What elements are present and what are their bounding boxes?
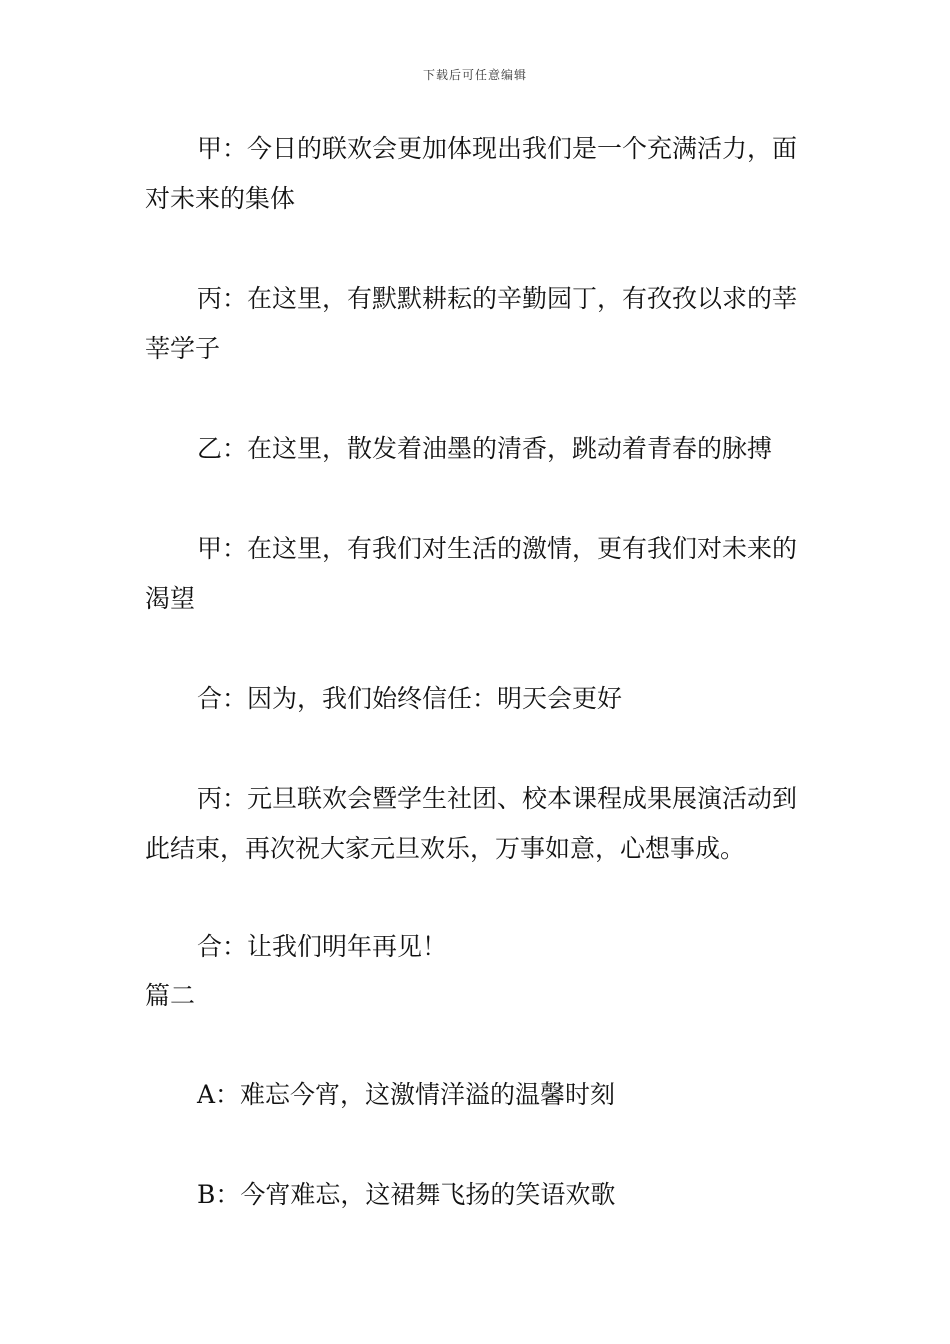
page-header: 下载后可任意编辑 bbox=[422, 68, 527, 82]
dialogue-line: 甲：在这里，有我们对生活的激情，更有我们对未来的渴望 bbox=[145, 534, 798, 613]
dialogue-line: 甲：今日的联欢会更加体现出我们是一个充满活力，面对未来的集体 bbox=[145, 134, 798, 213]
dialogue-line: 合：让我们明年再见！ bbox=[197, 932, 448, 961]
dialogue-line: 丙：在这里，有默默耕耘的辛勤园丁，有孜孜以求的莘莘学子 bbox=[145, 284, 798, 363]
dialogue-line: A：难忘今宵，这激情洋溢的温馨时刻 bbox=[197, 1080, 616, 1109]
dialogue-line: 合：因为，我们始终信任：明天会更好 bbox=[197, 684, 623, 713]
dialogue-line: 乙：在这里，散发着油墨的清香，跳动着青春的脉搏 bbox=[197, 434, 773, 463]
section-heading: 篇二 bbox=[145, 981, 196, 1010]
dialogue-line: B：今宵难忘，这裙舞飞扬的笑语欢歌 bbox=[197, 1180, 616, 1209]
dialogue-line: 丙：元旦联欢会暨学生社团、校本课程成果展演活动到此结束，再次祝大家元旦欢乐，万事如意，心想事成。 bbox=[145, 784, 798, 863]
